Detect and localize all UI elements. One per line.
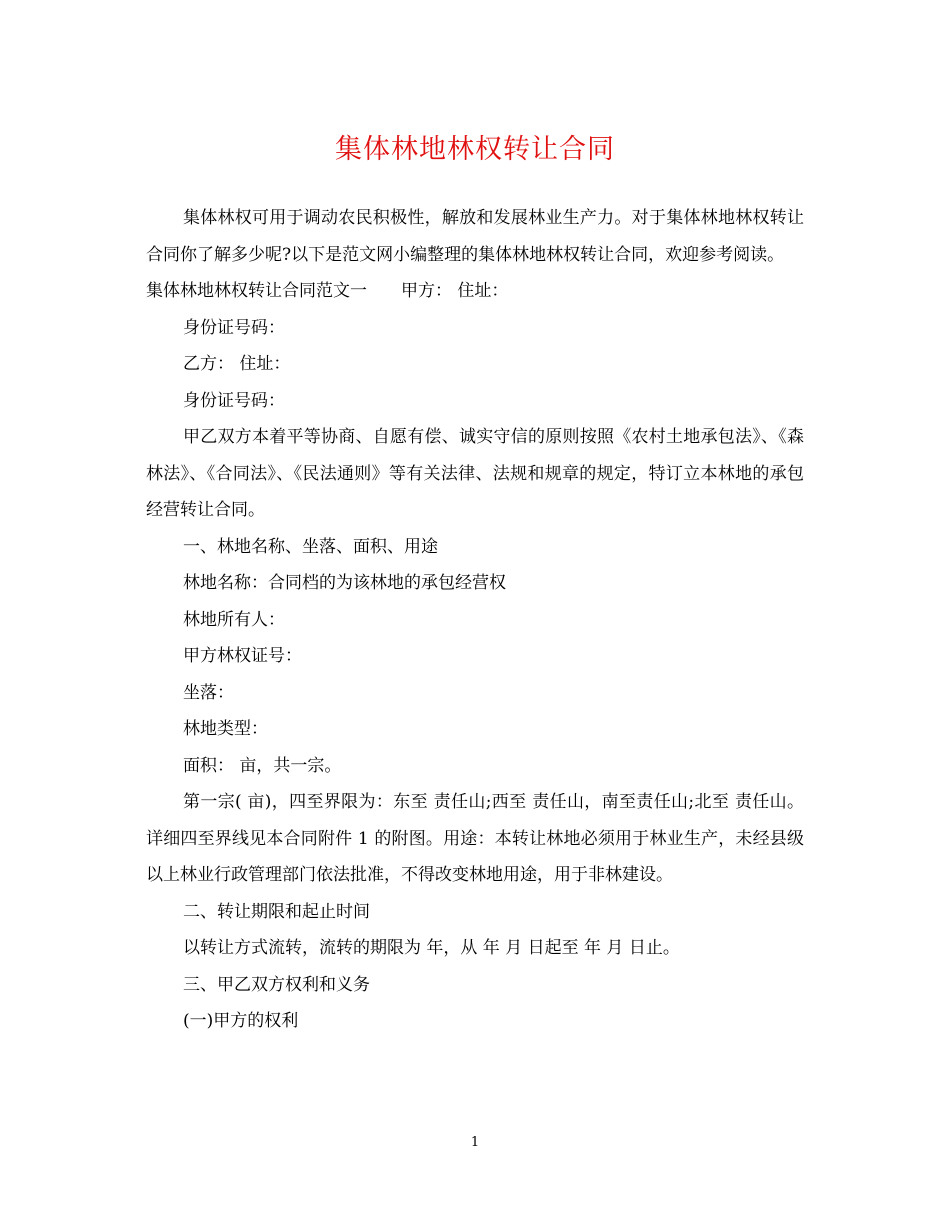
paragraph: 身份证号码： [183, 390, 285, 411]
paragraph: 三、甲乙双方权利和义务 [183, 974, 370, 995]
document-body [146, 200, 804, 1040]
paragraph: 第一宗( 亩)，四至界限为：东至 责任山;西至 责任山，南至责任山;北至 责任山。 详细四至界线见本合同附件 1 的附图。用途：本转让林地必须用于林业生产，未经县级以上林业行政管理部门依法批准，不得改变林地用途，用于非林建设。 [146, 792, 804, 885]
paragraph: 以转让方式流转，流转的期限为 年，从 年 月 日起至 年 月 日止。 [183, 938, 680, 958]
paragraph: (一)甲方的权利 [183, 1011, 299, 1031]
paragraph: 林地名称：合同档的为该林地的承包经营权 [183, 573, 506, 593]
paragraph: 一、林地名称、坐落、面积、用途 [183, 536, 438, 557]
paragraph: 林地类型： [183, 719, 268, 739]
paragraph: 乙方： 住址： [183, 354, 291, 374]
paragraph: 甲方林权证号： [183, 646, 302, 666]
document-title: 集体林地林权转让合同 [335, 134, 615, 165]
paragraph: 二、转让期限和起止时间 [183, 901, 370, 922]
paragraph: 集体林地林权转让合同范文一 甲方： 住址： [146, 281, 509, 301]
paragraph: 集体林权可用于调动农民积极性，解放和发展林业生产力。对于集体林地林权转让合同你了解多少呢?以下是范文网小编整理的集体林地林权转让合同，欢迎参考阅读。 [146, 208, 804, 265]
paragraph: 林地所有人： [183, 609, 285, 630]
paragraph: 身份证号码： [183, 317, 285, 338]
paragraph: 甲乙双方本着平等协商、自愿有偿、诚实守信的原则按照《农村土地承包法》、《森林法》、《合同法》、《民法通则》等有关法律、法规和规章的规定，特订立本林地的承包经营转让合同。 [146, 427, 804, 520]
paragraph: 坐落： [183, 682, 234, 703]
paragraph: 面积： 亩，共一宗。 [183, 755, 342, 776]
page-number: 1 [470, 1135, 480, 1150]
